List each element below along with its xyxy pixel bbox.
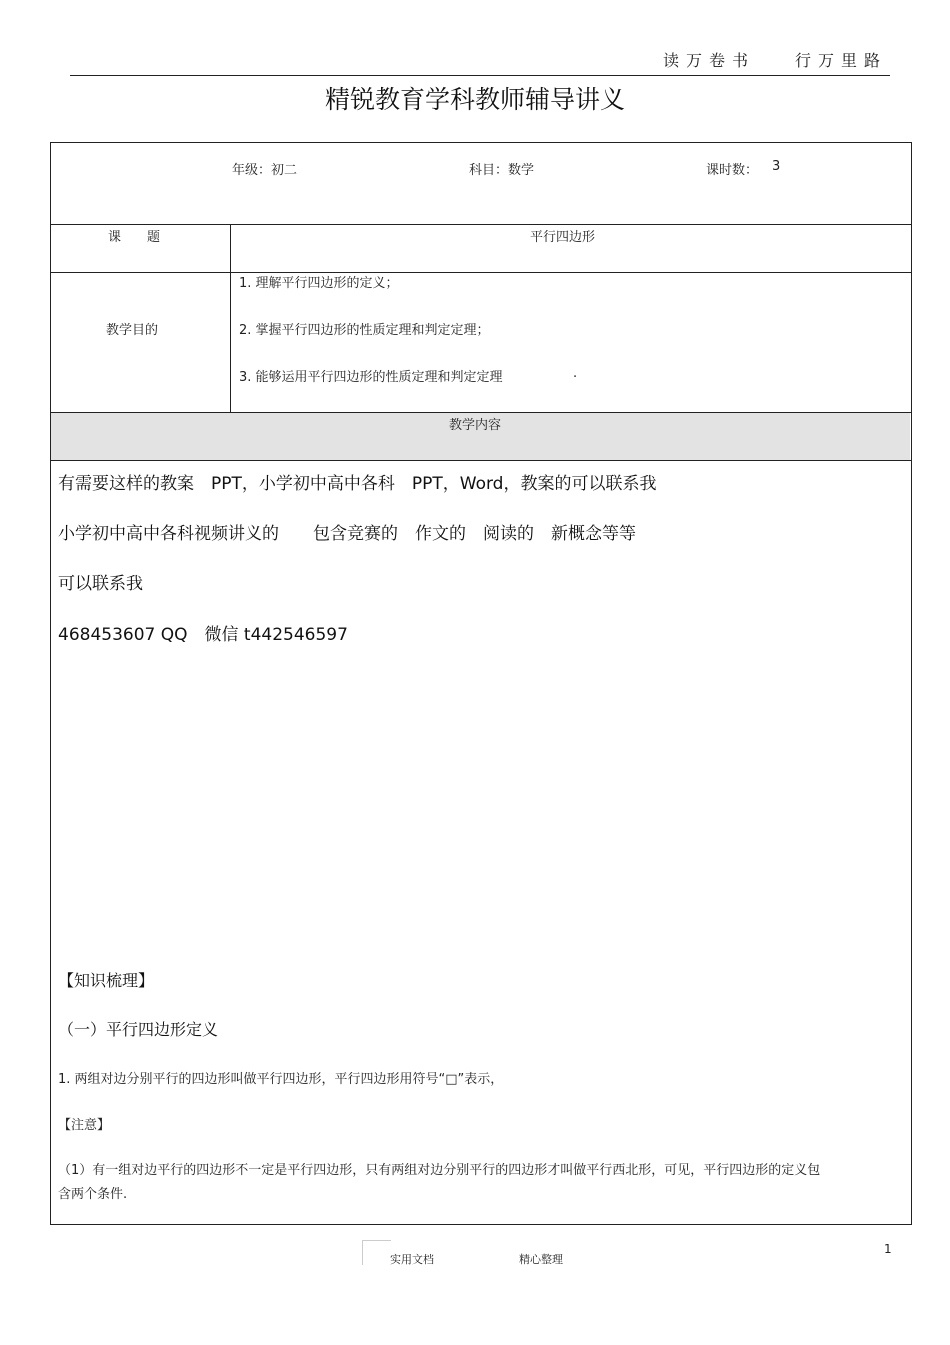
header-motto-left: 读万卷书 bbox=[663, 51, 756, 70]
page-title: 精锐教育学科教师辅导讲义 bbox=[324, 85, 625, 114]
lesson-table bbox=[50, 142, 912, 1225]
footer-right-text: 精心整理 bbox=[519, 1253, 563, 1266]
promo-contact: 468453607 QQ 微信 t442546597 bbox=[58, 625, 348, 645]
table-column-divider bbox=[230, 224, 231, 412]
promo-line: 可以联系我 bbox=[58, 574, 143, 594]
subsection-title: （一）平行四边形定义 bbox=[58, 1020, 219, 1039]
header-divider bbox=[70, 75, 890, 76]
table-divider bbox=[50, 272, 912, 273]
grade-info: 年级：初二 bbox=[232, 163, 298, 178]
table-divider bbox=[50, 460, 912, 461]
table-divider bbox=[50, 412, 912, 413]
objective-trailing-dot: . bbox=[573, 366, 578, 381]
page-number: 1 bbox=[884, 1242, 892, 1256]
note-title: 【注意】 bbox=[58, 1118, 111, 1133]
footer-left-text: 实用文档 bbox=[390, 1253, 434, 1266]
topic-label: 课 题 bbox=[108, 230, 161, 245]
hours-value: 3 bbox=[772, 159, 781, 174]
topic-value: 平行四边形 bbox=[530, 230, 596, 245]
objective-item: 3. 能够运用平行四边形的性质定理和判定定理 bbox=[239, 370, 503, 385]
header-motto-right: 行万里路 bbox=[795, 51, 888, 70]
section-title: 【知识梳理】 bbox=[58, 971, 155, 990]
promo-line: 小学初中高中各科视频讲义的 包含竞赛的 作文的 阅读的 新概念等等 bbox=[58, 524, 636, 544]
objective-item: 2. 掌握平行四边形的性质定理和判定定理； bbox=[239, 323, 490, 338]
content-header: 教学内容 bbox=[448, 418, 501, 433]
footer-corner-mark bbox=[362, 1240, 391, 1265]
subject-info: 科目：数学 bbox=[469, 163, 535, 178]
promo-line: 有需要这样的教案 PPT，小学初中高中各科 PPT，Word，教案的可以联系我 bbox=[58, 474, 657, 494]
definition-text: 1. 两组对边分别平行的四边形叫做平行四边形，平行四边形用符号“□”表示， bbox=[58, 1072, 504, 1087]
table-divider bbox=[50, 224, 912, 225]
objective-item: 1. 理解平行四边形的定义； bbox=[239, 276, 399, 291]
hours-label: 课时数： bbox=[706, 163, 759, 178]
note-paragraph: （1）有一组对边平行的四边形不一定是平行四边形，只有两组对边分别平行的四边形才叫做平行西北形，可见，平行四边形的定义包含两个条件. bbox=[58, 1163, 821, 1202]
objectives-label: 教学目的 bbox=[106, 323, 159, 338]
